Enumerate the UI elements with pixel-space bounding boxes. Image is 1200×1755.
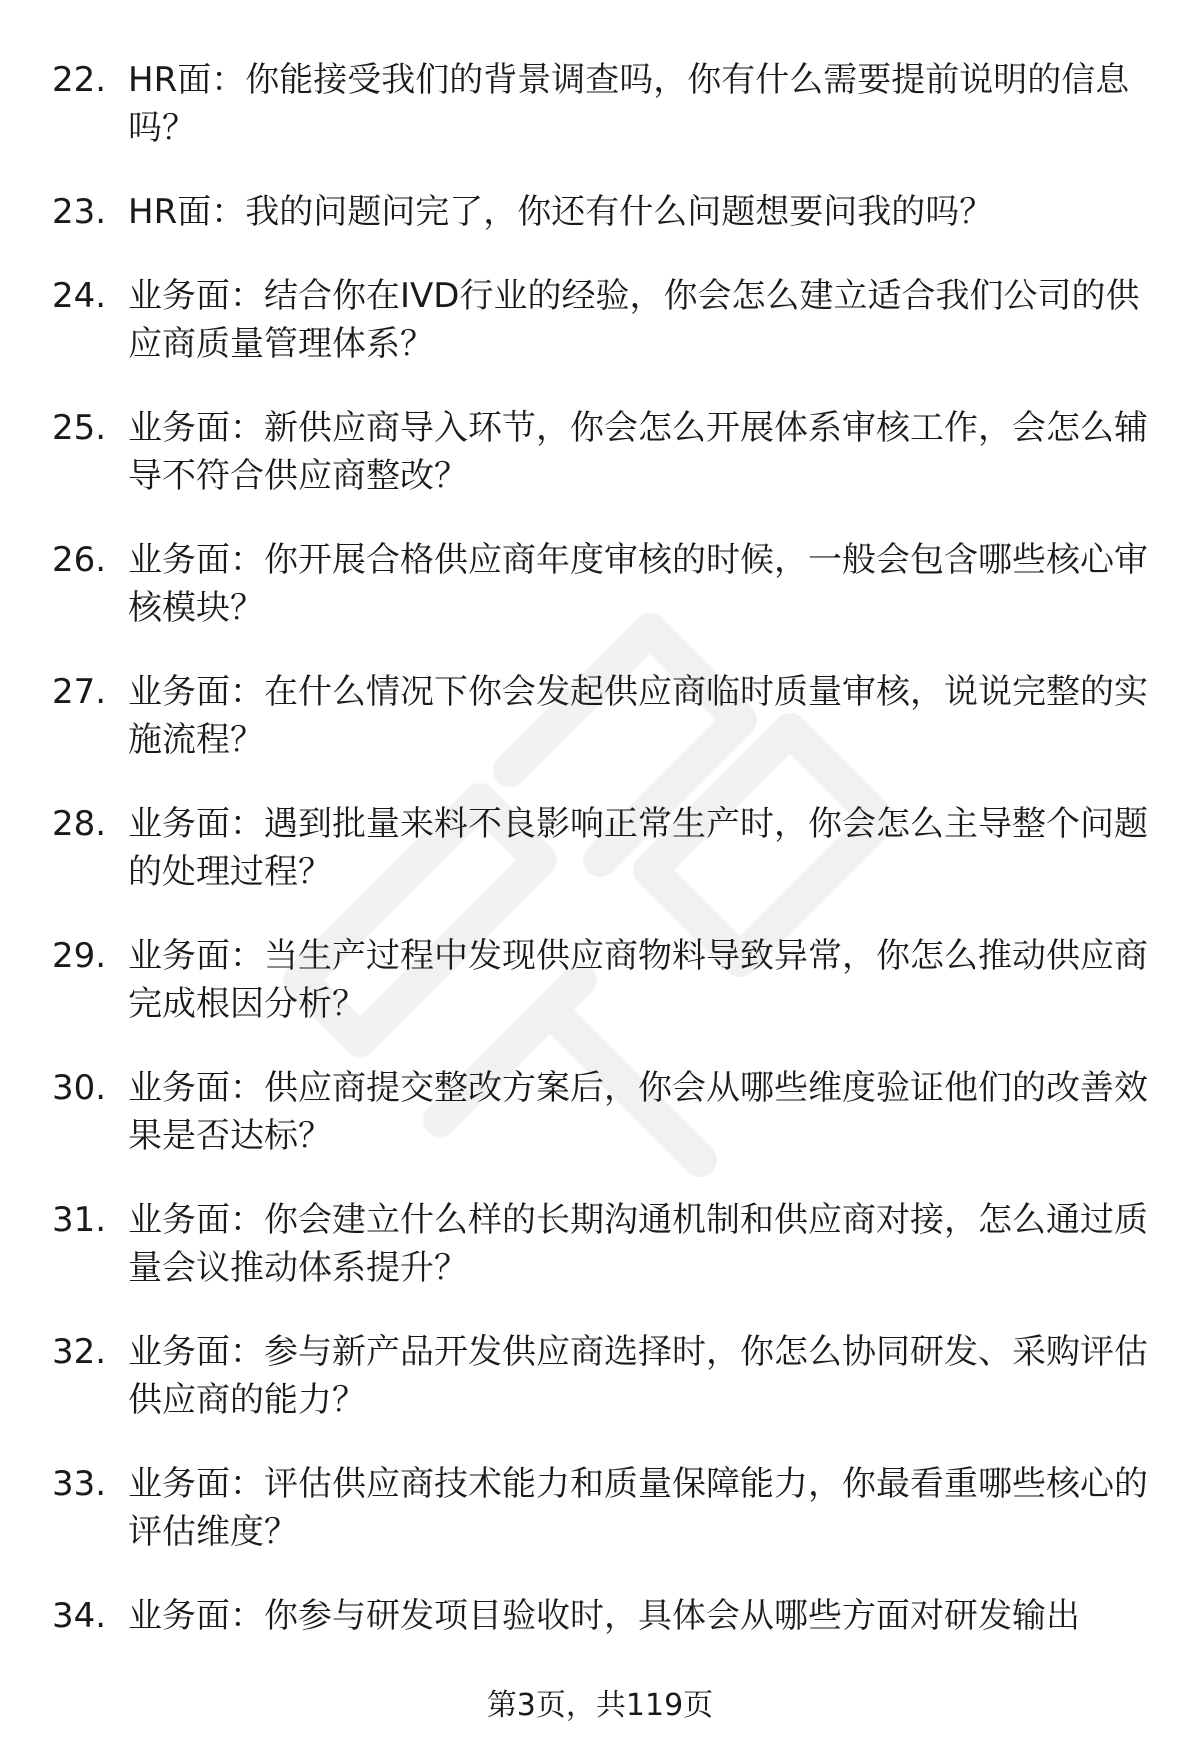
question-text: 业务面：你参与研发项目验收时，具体会从哪些方面对研发输出 <box>128 1596 1080 1636</box>
question-number: 31. <box>52 1200 107 1240</box>
question-text: 业务面：你会建立什么样的长期沟通机制和供应商对接，怎么通过质量会议推动体系提升？ <box>128 1200 1148 1288</box>
question-number: 28. <box>52 804 107 844</box>
question-text: 业务面：在什么情况下你会发起供应商临时质量审核，说说完整的实施流程？ <box>128 672 1148 760</box>
question-item <box>0 1460 1158 1556</box>
question-item <box>0 272 1158 368</box>
question-number: 34. <box>52 1596 107 1636</box>
question-number: 23. <box>52 192 107 232</box>
question-item <box>0 932 1158 1028</box>
question-text: 业务面：你开展合格供应商年度审核的时候，一般会包含哪些核心审核模块？ <box>128 540 1148 628</box>
question-number: 30. <box>52 1068 107 1108</box>
question-number: 25. <box>52 408 107 448</box>
question-item <box>0 800 1158 896</box>
question-number: 29. <box>52 936 107 976</box>
page-number-footer: 第3页，共119页 <box>486 1688 714 1723</box>
question-text: 业务面：遇到批量来料不良影响正常生产时，你会怎么主导整个问题的处理过程？ <box>128 804 1148 892</box>
question-item <box>0 1064 1158 1160</box>
question-text: HR面：我的问题问完了，你还有什么问题想要问我的吗？ <box>128 192 994 232</box>
question-item <box>0 404 1158 500</box>
question-item <box>0 56 1158 152</box>
question-number: 24. <box>52 276 107 316</box>
question-number: 33. <box>52 1464 107 1504</box>
question-number: 32. <box>52 1332 107 1372</box>
question-number: 26. <box>52 540 107 580</box>
question-text: 业务面：评估供应商技术能力和质量保障能力，你最看重哪些核心的评估维度？ <box>128 1464 1148 1552</box>
question-text: 业务面：结合你在IVD行业的经验，你会怎么建立适合我们公司的供应商质量管理体系？ <box>128 276 1140 364</box>
question-text: HR面：你能接受我们的背景调查吗，你有什么需要提前说明的信息吗？ <box>128 60 1130 148</box>
question-list <box>0 56 1200 1676</box>
question-text: 业务面：参与新产品开发供应商选择时，你怎么协同研发、采购评估供应商的能力？ <box>128 1332 1148 1420</box>
question-item <box>0 536 1158 632</box>
question-item <box>0 1328 1158 1424</box>
question-text: 业务面：新供应商导入环节，你会怎么开展体系审核工作，会怎么辅导不符合供应商整改？ <box>128 408 1148 496</box>
question-text: 业务面：当生产过程中发现供应商物料导致异常，你怎么推动供应商完成根因分析？ <box>128 936 1148 1024</box>
question-item <box>0 1592 1158 1640</box>
question-number: 27. <box>52 672 107 712</box>
question-number: 22. <box>52 60 107 100</box>
question-item <box>0 188 1158 236</box>
question-text: 业务面：供应商提交整改方案后，你会从哪些维度验证他们的改善效果是否达标？ <box>128 1068 1148 1156</box>
question-item <box>0 668 1158 764</box>
question-item <box>0 1196 1158 1292</box>
